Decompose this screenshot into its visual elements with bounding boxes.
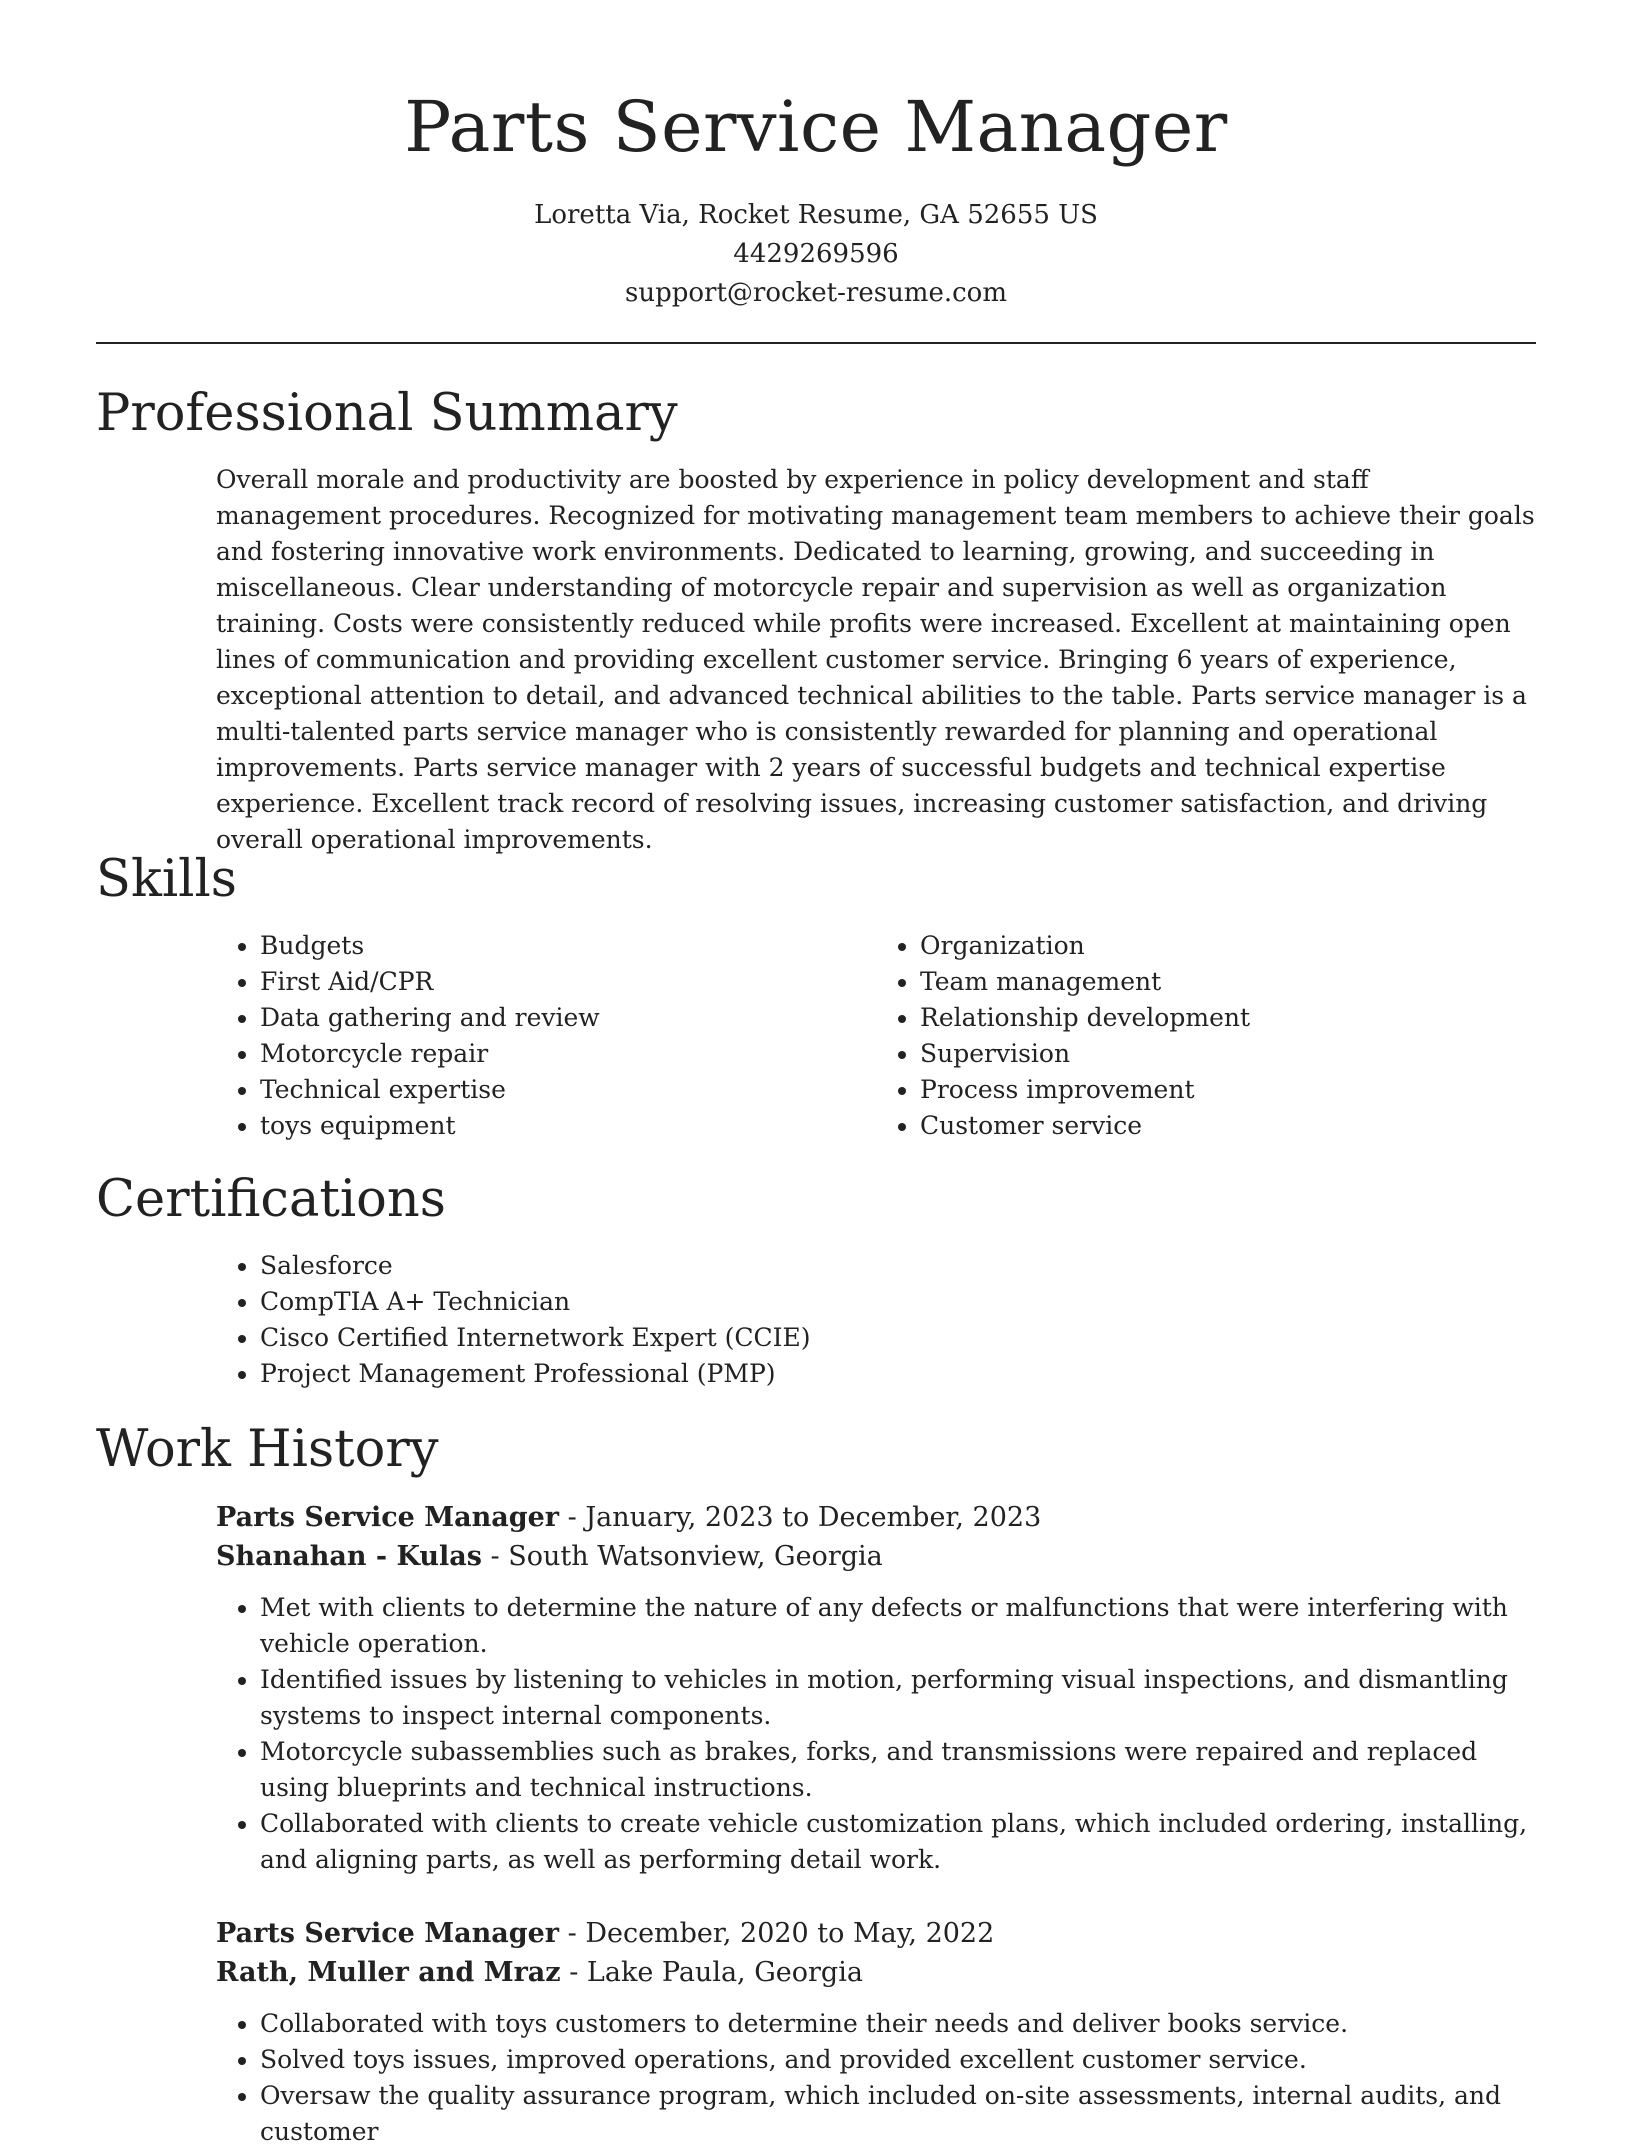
section-title-work-history: Work History (96, 1420, 439, 1479)
list-item: • Collaborated with clients to create vehicle customization plans, which included ordering, installing, and aligning parts, as well as performing detail work. (260, 1806, 1536, 1878)
list-item: • Identified issues by listening to vehicles in motion, performing visual inspections, and dismantling systems to inspect internal components. (260, 1662, 1536, 1734)
list-item: • Supervision (920, 1036, 1536, 1072)
job-location: - Lake Paula, Georgia (560, 1957, 863, 1988)
job-title-line (216, 1498, 1536, 1537)
list-item: • Solved toys issues, improved operations, and provided excellent customer service. (260, 2042, 1536, 2078)
list-item: • Relationship development (920, 1000, 1536, 1036)
list-item: • Customer service (920, 1108, 1536, 1144)
header-divider (96, 342, 1536, 344)
list-item: • CompTIA A+ Technician (260, 1284, 1536, 1320)
job-dates: - January, 2023 to December, 2023 (559, 1502, 1042, 1533)
contact-info (0, 196, 1632, 313)
job-entry-1 (216, 1498, 1536, 1878)
job-location: - South Watsonview, Georgia (481, 1541, 883, 1572)
section-title-certifications: Certifications (96, 1170, 446, 1229)
job-company: Rath, Muller and Mraz (216, 1957, 561, 1988)
job-bullets (216, 2006, 1536, 2150)
contact-address: Loretta Via, Rocket Resume, GA 52655 US (534, 200, 1098, 230)
skills-column-right (876, 928, 1536, 1144)
section-title-summary: Professional Summary (96, 384, 678, 443)
contact-email: support@rocket-resume.com (624, 278, 1007, 308)
skills-list (216, 928, 1536, 1144)
job-role: Parts Service Manager (216, 1918, 560, 1949)
list-item: • Process improvement (920, 1072, 1536, 1108)
list-item: • Motorcycle subassemblies such as brakes, forks, and transmissions were repaired and replaced using blueprints and technical instructions. (260, 1734, 1536, 1806)
list-item: • Team management (920, 964, 1536, 1000)
job-role: Parts Service Manager (216, 1502, 560, 1533)
list-item: • Cisco Certified Internetwork Expert (CCIE) (260, 1320, 1536, 1356)
skills-column-left (216, 928, 876, 1144)
list-item: • Salesforce (260, 1248, 1536, 1284)
list-item: • toys equipment (260, 1108, 876, 1144)
certifications-list (216, 1248, 1536, 1392)
list-item: • Oversaw the quality assurance program, which included on-site assessments, internal audits, and customer (260, 2078, 1536, 2150)
job-entry-2 (216, 1914, 1536, 2150)
contact-phone: 4429269596 (733, 239, 899, 269)
list-item: • Met with clients to determine the nature of any defects or malfunctions that were interfering with vehicle operation. (260, 1590, 1536, 1662)
list-item: • Budgets (260, 928, 876, 964)
job-title-line (216, 1914, 1536, 1953)
list-item: • Organization (920, 928, 1536, 964)
section-title-skills: Skills (96, 850, 237, 909)
list-item: • Project Management Professional (PMP) (260, 1356, 1536, 1392)
job-company-line (216, 1953, 1536, 1992)
certifications-bullets (216, 1248, 1536, 1392)
list-item: • Data gathering and review (260, 1000, 876, 1036)
job-dates: - December, 2020 to May, 2022 (559, 1918, 995, 1949)
list-item: • First Aid/CPR (260, 964, 876, 1000)
page-title: Parts Service Manager (404, 86, 1228, 168)
job-company: Shanahan - Kulas (216, 1541, 482, 1572)
list-item: • Motorcycle repair (260, 1036, 876, 1072)
resume-header (0, 0, 1632, 313)
list-item: • Collaborated with toys customers to determine their needs and deliver books service. (260, 2006, 1536, 2042)
list-item: • Technical expertise (260, 1072, 876, 1108)
job-bullets (216, 1590, 1536, 1878)
job-company-line (216, 1537, 1536, 1576)
summary-text: Overall morale and productivity are boosted by experience in policy development and staff management procedures. Recognized for motivating management team members to achieve their goals and fostering innovative work environments. Dedicated to learning, growing, and succeeding in miscellaneous. Clear understanding of motorcycle repair and supervision as well as organization training. Costs were consistently reduced while profits were increased. Excellent at maintaining open lines of communication and providing excellent customer service. Bringing 6 years of experience, exceptional attention to detail, and advanced technical abilities to the table. Parts service manager is a multi-talented parts service manager who is consistently rewarded for planning and operational improvements. Parts service manager with 2 years of successful budgets and technical expertise experience. Excellent track record of resolving issues, increasing customer satisfaction, and driving overall operational improvements. (216, 465, 1535, 854)
